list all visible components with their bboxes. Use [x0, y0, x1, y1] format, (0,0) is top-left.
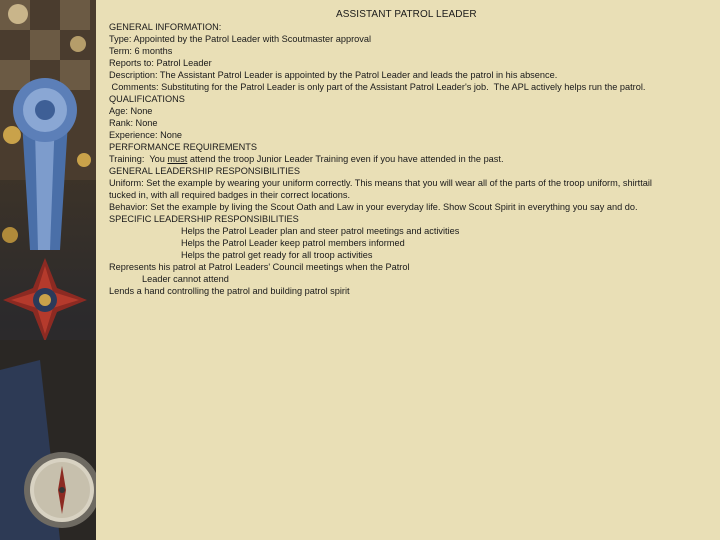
training-prefix: Training: You: [109, 154, 168, 164]
training-line: [109, 153, 719, 165]
text-line: Behavior: Set the example by living the Scout Oath and Law in your everyday life. Show Scout Spirit in everything you say and do.: [109, 202, 638, 212]
section-heading: QUALIFICATIONS: [109, 94, 185, 104]
document-page: [96, 0, 720, 540]
text-line: Uniform: Set the example by wearing your uniform correctly. This means that you will wear all of the parts of the troop uniform, shirttail: [109, 178, 652, 188]
text-line: tucked in, with all required badges in their correct locations.: [109, 190, 351, 200]
text-line: Reports to: Patrol Leader: [109, 58, 212, 68]
text-line: Leader cannot attend: [142, 274, 229, 284]
medal-and-compass-illustration: [0, 0, 96, 540]
list-item: Helps the Patrol Leader keep patrol members informed: [181, 238, 405, 248]
list-item: Helps the patrol get ready for all troop activities: [181, 250, 373, 260]
text-line: Age: None: [109, 106, 153, 116]
section-heading: SPECIFIC LEADERSHIP RESPONSIBILITIES: [109, 214, 299, 224]
training-suffix: attend the troop Junior Leader Training even if you have attended in the past.: [187, 154, 504, 164]
training-emphasis: must: [167, 154, 188, 164]
text-line: Type: Appointed by the Patrol Leader with Scoutmaster approval: [109, 34, 371, 44]
text-line: Experience: None: [109, 130, 183, 140]
page-title: ASSISTANT PATROL LEADER: [336, 9, 477, 20]
text-line: Comments: Substituting for the Patrol Leader is only part of the Assistant Patrol Leader's job. The APL actively helps run the patrol.: [109, 82, 646, 92]
decorative-sidebar-image: [0, 0, 96, 540]
text-line: Description: The Assistant Patrol Leader is appointed by the Patrol Leader and leads the patrol in his absence.: [109, 70, 558, 80]
section-heading: GENERAL LEADERSHIP RESPONSIBILITIES: [109, 166, 300, 176]
text-line: Lends a hand controlling the patrol and building patrol spirit: [109, 286, 350, 296]
section-heading: GENERAL INFORMATION:: [109, 22, 222, 32]
text-line: Represents his patrol at Patrol Leaders' Council meetings when the Patrol: [109, 262, 410, 272]
list-item: Helps the Patrol Leader plan and steer patrol meetings and activities: [181, 226, 460, 236]
text-line: Term: 6 months: [109, 46, 173, 56]
text-line: Rank: None: [109, 118, 158, 128]
document-body: [109, 21, 719, 297]
section-heading: PERFORMANCE REQUIREMENTS: [109, 142, 258, 152]
